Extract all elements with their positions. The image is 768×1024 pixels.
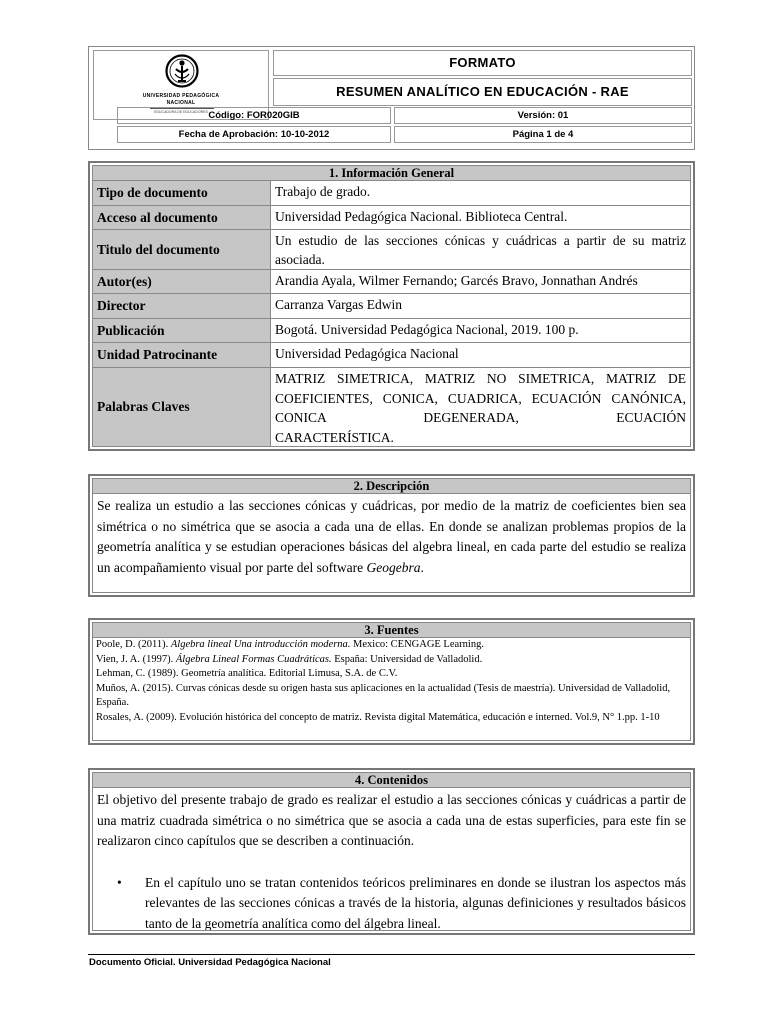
source-item [96, 682, 687, 711]
info-label: Tipo de documento [93, 181, 271, 205]
info-row-title [92, 230, 691, 270]
software-name: Geogebra [366, 559, 421, 575]
info-label: Titulo del documento [93, 230, 271, 269]
list-item [97, 873, 686, 932]
description-section [88, 474, 695, 597]
info-row-keywords [92, 368, 691, 447]
keywords-text-last: CARACTERÍSTICA. [275, 429, 394, 445]
source-text: Mexico: CENGAGE Learning. [350, 639, 484, 650]
info-label: Director [93, 294, 271, 318]
source-text: Poole, D. (2011). [96, 639, 171, 650]
keywords-value [271, 368, 690, 446]
general-info-section [88, 161, 695, 451]
source-title: Algebra lineal Una introducción moderna. [170, 639, 351, 650]
document-version: Versión: 01 [394, 107, 692, 124]
list-item-text: En el capítulo uno se tratan contenidos teóricos preliminares en donde se ilustran los aspectos más relevantes de las secciones cónicas a través de la historia, algunas definiciones y resultados básicos tanto de la geometría analítica como del álgebra lineal. [145, 874, 686, 931]
logo-subline: EDUCADORA DE EDUCADORES [154, 110, 208, 114]
logo-name-line2: NACIONAL [166, 100, 196, 106]
info-row-access [92, 206, 691, 230]
source-text: Lehman, C. (1989). Geometría analítica. Editorial Limusa, S.A. de C.V. [96, 668, 398, 680]
contents-title: 4. Contenidos [92, 772, 691, 788]
description-end: . [420, 559, 424, 575]
description-body [92, 494, 691, 593]
sources-body [92, 638, 691, 741]
info-label: Palabras Claves [93, 368, 271, 446]
info-row-publication [92, 319, 691, 343]
info-value: Universidad Pedagógica Nacional [275, 346, 459, 361]
source-text: España: Universidad de Valladolid. [331, 653, 483, 665]
source-title: Álgebra Lineal Formas Cuadráticas. [175, 653, 332, 665]
source-item [96, 653, 687, 668]
info-label: Publicación [93, 319, 271, 342]
sources-title: 3. Fuentes [92, 622, 691, 638]
info-value: Carranza Vargas Edwin [275, 297, 402, 312]
university-emblem-icon [165, 54, 199, 92]
approval-date: Fecha de Aprobación: 10-10-2012 [117, 126, 391, 143]
description-text: Se realiza un estudio a las secciones cónicas y cuádricas, por medio de la matriz de coeficientes bien sea simétrica o no simétrica que se asocia a cada una de ellas. En donde se analizan problemas propios de la geometría analítica y se estudian operaciones básicas del algebra lineal, en cada parte del estudio se realiza un acompañamiento visual por parte del software [97, 498, 686, 575]
info-label: Unidad Patrocinante [93, 343, 271, 367]
source-item [96, 711, 687, 726]
format-title: FORMATO [273, 50, 692, 76]
contents-section [88, 768, 695, 935]
source-item [96, 638, 687, 653]
source-text: Muños, A. (2015). Curvas cónicas desde su origen hasta sus aplicaciones en la actualidad (Tesis de maestría). Universidad de Valladolid, España. [96, 682, 671, 709]
info-row-director [92, 294, 691, 319]
description-title: 2. Descripción [92, 478, 691, 494]
source-text: Vien, J. A. (1997). [96, 653, 176, 665]
info-row-authors [92, 270, 691, 294]
bullet-icon: • [117, 874, 122, 890]
contents-body [92, 788, 691, 931]
info-value: Bogotá. Universidad Pedagógica Nacional, 2019. 100 p. [275, 322, 579, 337]
info-label: Acceso al documento [93, 206, 271, 229]
info-value: Un estudio de las secciones cónicas y cuádricas a partir de su matriz asociada. [275, 233, 686, 267]
info-value: Arandia Ayala, Wilmer Fernando; Garcés Bravo, Jonnathan Andrés [275, 273, 638, 288]
keywords-text: MATRIZ SIMETRICA, MATRIZ NO SIMETRICA, MATRIZ DE COEFICIENTES, CONICA, CUADRICA, ECUACIÓN CANÓNICA, CONICA DEGENERADA, ECUACIÓN [275, 371, 686, 425]
contents-intro: El objetivo del presente trabajo de grado es realizar el estudio a las secciones cónicas y cuádricas a partir de una matriz cuadrada simétrica o no simétrica que se asocia a cada una de estas superficies, para este fin se realizaron cinco capítulos que se describen a continuación. [97, 792, 686, 848]
info-value: Universidad Pedagógica Nacional. Biblioteca Central. [275, 209, 568, 224]
footer-divider [88, 954, 695, 955]
general-info-title: 1. Información General [92, 165, 691, 181]
page-number: Página 1 de 4 [394, 126, 692, 143]
info-row-sponsor [92, 343, 691, 368]
source-item [96, 667, 687, 682]
document-code: Código: FOR020GIB [117, 107, 391, 124]
info-row-document-type [92, 181, 691, 206]
rae-title: RESUMEN ANALÍTICO EN EDUCACIÓN - RAE [273, 78, 692, 106]
document-header [88, 46, 695, 150]
footer-text: Documento Oficial. Universidad Pedagógica Nacional [89, 957, 331, 968]
sources-section [88, 618, 695, 745]
logo-name-line1: UNIVERSIDAD PEDAGÓGICA [142, 93, 220, 99]
source-text: Rosales, A. (2009). Evolución histórica del concepto de matriz. Revista digital Matemática, educación e interned. Vol.9, N° 1.pp. 1-10 [96, 711, 660, 723]
info-value: Trabajo de grado. [275, 184, 371, 199]
info-label: Autor(es) [93, 270, 271, 293]
